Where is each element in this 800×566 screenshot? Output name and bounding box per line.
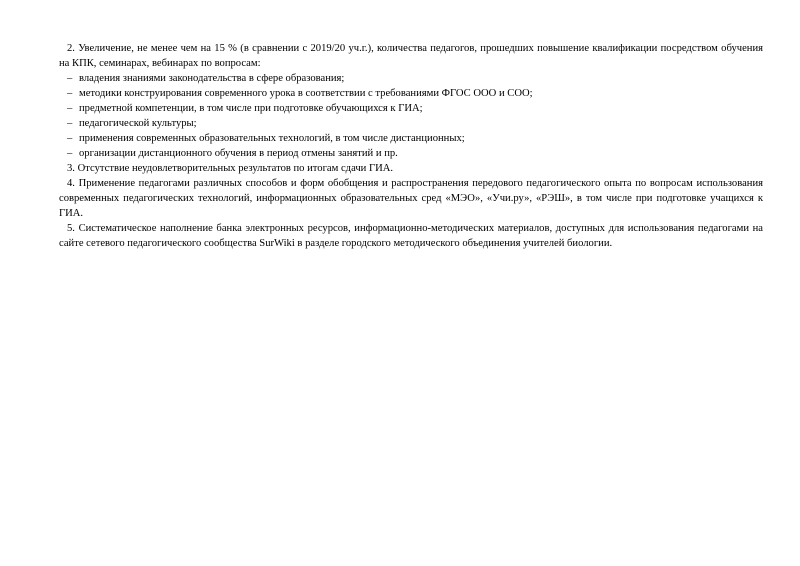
paragraph-4: 4. Применение педагогами различных способов и форм обобщения и распространения передового педагогического опыта по вопросам использования современных педагогических технологий, информационных образовательных сред «МЭО», «Учи.ру», «РЭШ», в том числе при подготовке учащихся к ГИА. (59, 178, 763, 219)
list-dash: – (67, 73, 73, 84)
list-item (59, 116, 763, 131)
list-item-text: организации дистанционного обучения в период отмены занятий и пр. (79, 148, 398, 159)
document-body (59, 41, 763, 251)
list-item-text: владения знаниями законодательства в сфере образования; (79, 73, 345, 84)
list-item (59, 71, 763, 86)
list-dash: – (67, 133, 73, 144)
paragraph-3: 3. Отсутствие неудовлетворительных результатов по итогам сдачи ГИА. (67, 163, 394, 174)
list-item (59, 131, 763, 146)
list-item-text: методики конструирования современного урока в соответствии с требованиями ФГОС ООО и СОО; (79, 88, 533, 99)
list-item (59, 86, 763, 101)
list-item (59, 101, 763, 116)
list-item-text: предметной компетенции, в том числе при подготовке обучающихся к ГИА; (79, 103, 423, 114)
list-dash: – (67, 118, 73, 129)
list-dash: – (67, 88, 73, 99)
qualification-topics-list (59, 71, 763, 161)
list-item (59, 146, 763, 161)
list-item-text: педагогической культуры; (79, 118, 197, 129)
paragraph-5: 5. Систематическое наполнение банка электронных ресурсов, информационно-методических материалов, доступных для использования педагогами на сайте сетевого педагогического сообщества SurWiki в разделе городского методического объединения учителей биологии. (59, 223, 763, 249)
paragraph-2: 2. Увеличение, не менее чем на 15 % (в сравнении с 2019/20 уч.г.), количества педагогов, прошедших повышение квалификации посредством обучения на КПК, семинарах, вебинарах по вопросам: (59, 43, 763, 69)
list-dash: – (67, 148, 73, 159)
list-dash: – (67, 103, 73, 114)
list-item-text: применения современных образовательных технологий, в том числе дистанционных; (79, 133, 465, 144)
